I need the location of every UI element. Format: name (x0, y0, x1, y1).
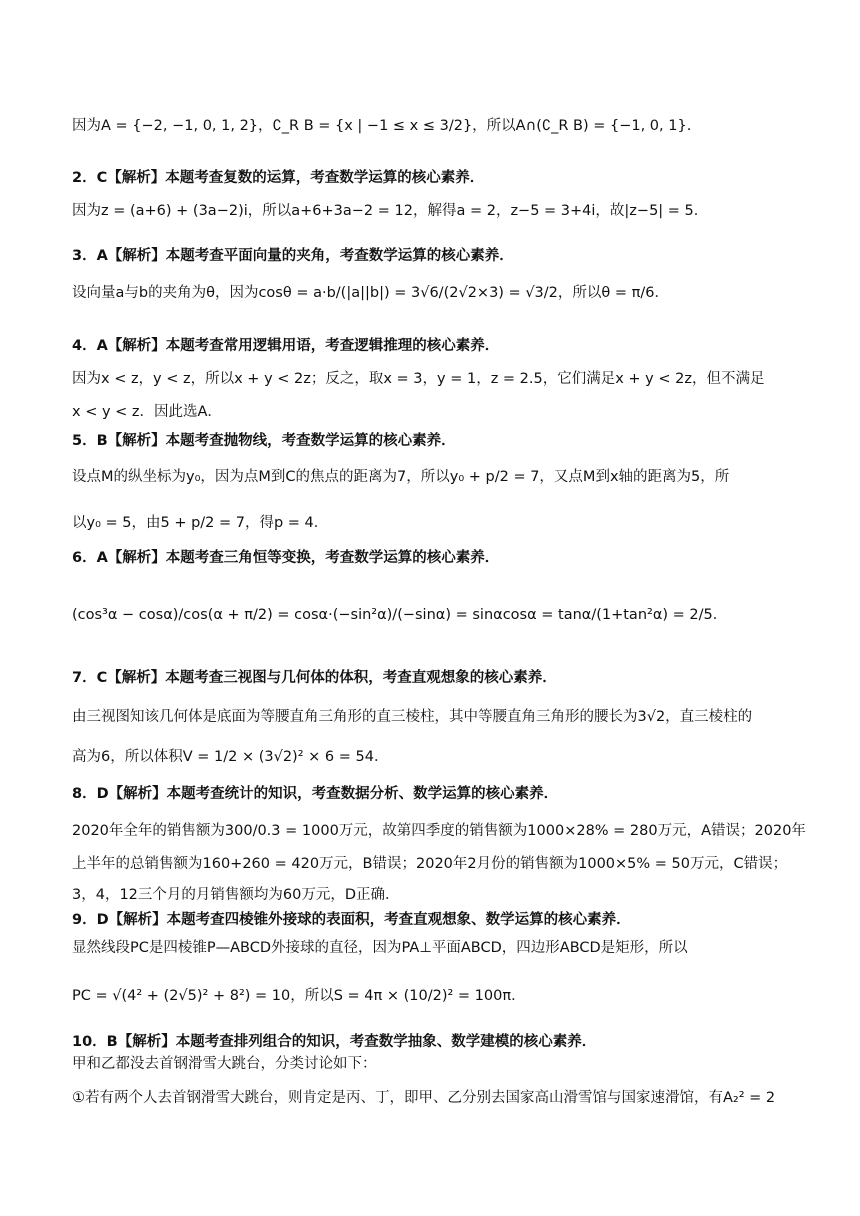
q6-body: (cos³α − cosα)/cos(α + π/2) = cosα·(−sin²α)/(−sinα) = sinαcosα = tanα/(1+tan²α) = 2/5． (72, 607, 728, 623)
q6-heading: 6．A【解析】本题考查三角恒等变换，考查数学运算的核心素养． (72, 550, 500, 566)
q2-heading: 2．C【解析】本题考查复数的运算，考查数学运算的核心素养． (72, 170, 485, 186)
q3-body: 设向量a与b的夹角为θ，因为cosθ = a·b/(|a||b|) = 3√6/(2√2×3) = √3/2，所以θ = π/6． (72, 285, 669, 301)
q8-body-line-2: 上半年的总销售额为160+260 = 420万元，B错误；2020年2月份的销售额为1000×5% = 50万元，C错误； (72, 856, 788, 872)
q7-heading: 7．C【解析】本题考查三视图与几何体的体积，考查直观想象的核心素养． (72, 670, 557, 686)
q10-body-line-1: 甲和乙都没去首钢滑雪大跳台，分类讨论如下： (72, 1056, 377, 1072)
q4-body-line-2: x < y < z．因此选A． (72, 404, 222, 420)
q5-body-line-2: 以y₀ = 5，由5 + p/2 = 7，得p = 4． (72, 515, 329, 531)
q7-body-line-1: 由三视图知该几何体是底面为等腰直角三角形的直三棱柱，其中等腰直角三角形的腰长为3√2，直三棱柱的 (72, 709, 753, 725)
q10-heading: 10．B【解析】本题考查排列组合的知识，考查数学抽象、数学建模的核心素养． (72, 1034, 597, 1050)
q3-heading: 3．A【解析】本题考查平面向量的夹角，考查数学运算的核心素养． (72, 248, 514, 264)
q5-body-line-1: 设点M的纵坐标为y₀，因为点M到C的焦点的距离为7，所以y₀ + p/2 = 7，又点M到x轴的距离为5，所 (72, 469, 730, 485)
q2-body: 因为z = (a+6) + (3a−2)i，所以a+6+3a−2 = 12，解得a = 2，z−5 = 3+4i，故|z−5| = 5． (72, 203, 709, 219)
line-1-solution-tail: 因为A = {−2, −1, 0, 1, 2}，∁_R B = {x | −1 ≤ x ≤ 3/2}，所以A∩(∁_R B) = {−1, 0, 1}. (72, 118, 692, 134)
q8-body-line-1: 2020年全年的销售额为300/0.3 = 1000万元，故第四季度的销售额为1000×28% = 280万元，A错误；2020年 (72, 823, 806, 839)
q8-heading: 8．D【解析】本题考查统计的知识，考查数据分析、数学运算的核心素养． (72, 786, 559, 802)
q7-body-line-2: 高为6，所以体积V = 1/2 × (3√2)² × 6 = 54． (72, 749, 389, 765)
q4-heading: 4．A【解析】本题考查常用逻辑用语，考查逻辑推理的核心素养． (72, 338, 500, 354)
q9-body-line-2: PC = √(4² + (2√5)² + 8²) = 10，所以S = 4π × (10/2)² = 100π． (72, 988, 526, 1004)
q4-body-line-1: 因为x < z，y < z，所以x + y < 2z；反之，取x = 3，y = 1，z = 2.5，它们满足x + y < 2z，但不满足 (72, 371, 765, 387)
q9-body-line-1: 显然线段PC是四棱锥P—ABCD外接球的直径，因为PA⊥平面ABCD，四边形ABCD是矩形，所以 (72, 940, 688, 956)
q5-heading: 5．B【解析】本题考查抛物线，考查数学运算的核心素养． (72, 433, 456, 449)
q10-body-line-2: ①若有两个人去首钢滑雪大跳台，则肯定是丙、丁，即甲、乙分别去国家高山滑雪馆与国家速滑馆，有A₂² = 2 (72, 1090, 776, 1106)
q8-body-line-3: 3，4，12三个月的月销售额均为60万元，D正确． (72, 887, 400, 903)
q9-heading: 9．D【解析】本题考查四棱锥外接球的表面积，考查直观想象、数学运算的核心素养． (72, 912, 631, 928)
